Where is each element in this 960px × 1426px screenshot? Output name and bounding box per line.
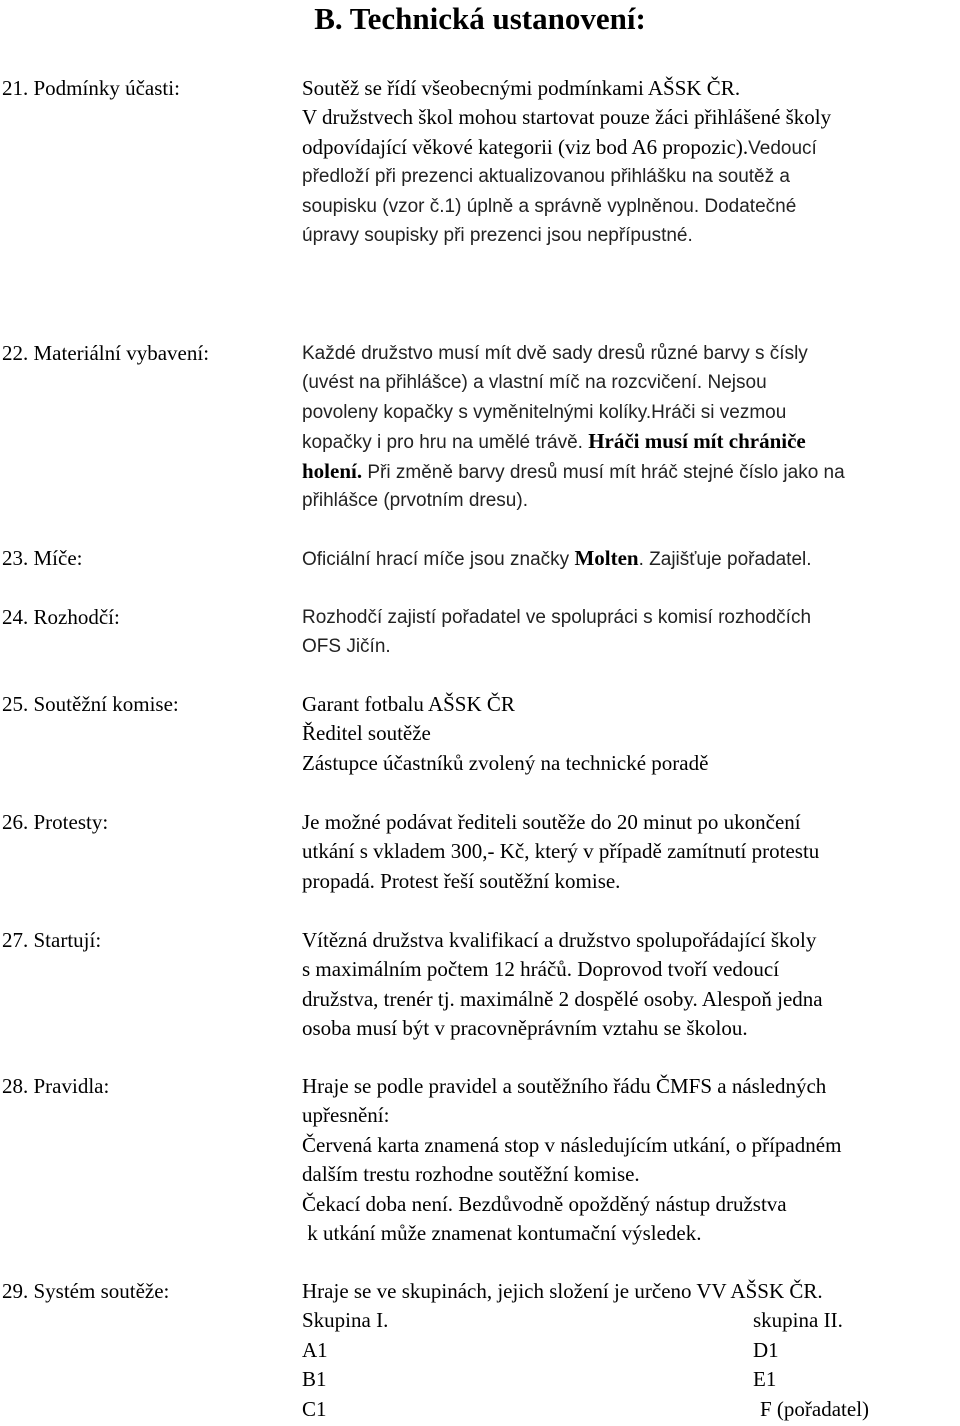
- section-label: 29. Systém soutěže:: [2, 1279, 170, 1303]
- section-label: 22. Materiální vybavení:: [2, 341, 210, 365]
- section-label: 23. Míče:: [2, 546, 83, 570]
- text-line: V družstvech škol mohou startovat pouze žáci přihlášené školy: [302, 105, 832, 130]
- text-line: osoba musí být v pracovněprávním vztahu se školou.: [302, 1016, 748, 1041]
- group-team: E1: [753, 1367, 777, 1392]
- text-line: předloží při prezenci aktualizovanou přihlášku na soutěž a: [302, 166, 790, 188]
- text-line: Hraje se ve skupinách, jejich složení je určeno VV AŠSK ČR.: [302, 1279, 823, 1303]
- section-content: [302, 926, 958, 1044]
- section-label: 24. Rozhodčí:: [2, 605, 120, 629]
- text-line: Vítězná družstva kvalifikací a družstvo spolupořádající školy: [302, 928, 817, 952]
- group-1: [302, 1306, 388, 1424]
- text-segment: kopačky i pro hru na umělé trávě.: [302, 432, 589, 454]
- section-content: [302, 690, 958, 778]
- text-line: přihlášce (prvotním dresu).: [302, 489, 528, 511]
- text-line: úpravy soupisky při prezenci jsou nepřípustné.: [302, 224, 693, 246]
- text-line: družstva, trenér tj. maximálně 2 dospělé osoby. Alespoň jedna: [302, 986, 823, 1011]
- group-team: B1: [302, 1367, 327, 1392]
- section-label: 27. Startují:: [2, 928, 102, 952]
- text-segment-bold: Molten: [574, 546, 639, 570]
- text-line: Ředitel soutěže: [302, 721, 431, 746]
- group-header: skupina II.: [753, 1308, 843, 1333]
- group-team: F (pořadatel): [760, 1396, 870, 1421]
- group-team: D1: [753, 1337, 779, 1362]
- text-segment: Při změně barvy dresů musí mít hráč stejné číslo jako na: [362, 461, 845, 483]
- text-line: Každé družstvo musí mít dvě sady dresů různé barvy s čísly: [302, 343, 808, 364]
- page-title: B. Technická ustanovení:: [314, 1, 646, 36]
- text-segment-bold: holení.: [302, 458, 363, 483]
- text-line: Soutěž se řídí všeobecnými podmínkami AŠSK ČR.: [302, 76, 741, 100]
- text-line: (uvést na přihlášce) a vlastní míč na rozcvičení. Nejsou: [302, 372, 767, 394]
- text-line: Zástupce účastníků zvolený na technické poradě: [302, 750, 709, 775]
- text-line: Rozhodčí zajistí pořadatel ve spolupráci s komisí rozhodčích: [302, 607, 812, 628]
- text-line: s maximálním počtem 12 hráčů. Doprovod tvoří vedoucí: [302, 957, 780, 982]
- section-content: [302, 603, 958, 662]
- text-line: k utkání může znamenat kontumační výsledek.: [302, 1220, 702, 1245]
- text-line: Hraje se podle pravidel a soutěžního řádu ČMFS a následných: [302, 1074, 827, 1098]
- text-line: dalším trestu rozhodne soutěžní komise.: [302, 1162, 640, 1187]
- section-label: 26. Protesty:: [2, 810, 109, 834]
- text-line: [302, 427, 958, 456]
- text-line: [302, 544, 958, 573]
- text-segment: Vedoucí: [748, 137, 817, 159]
- text-segment: odpovídající věkové kategorii (viz bod A6 propozic).: [302, 134, 749, 159]
- group-header: Skupina I.: [302, 1308, 389, 1333]
- text-line: [302, 457, 958, 486]
- group-2: [753, 1306, 869, 1424]
- text-line: Čekací doba není. Bezdůvodně opožděný nástup družstva: [302, 1191, 787, 1216]
- text-line: [302, 133, 958, 162]
- section-content: [302, 1277, 958, 1306]
- group-team: C1: [302, 1396, 327, 1421]
- section-content: [302, 808, 958, 896]
- text-segment: Oficiální hrací míče jsou značky: [302, 549, 575, 570]
- section-label: 28. Pravidla:: [2, 1074, 110, 1098]
- text-segment-bold: Hráči musí mít chrániče: [588, 429, 806, 454]
- section-content: [302, 339, 958, 515]
- text-line: utkání s vkladem 300,- Kč, který v případě zamítnutí protestu: [302, 839, 820, 864]
- text-line: Garant fotbalu AŠSK ČR: [302, 692, 515, 716]
- text-line: Je možné podávat řediteli soutěže do 20 minut po ukončení: [302, 810, 801, 834]
- text-line: Červená karta znamená stop v následujícím utkání, o případném: [302, 1132, 842, 1157]
- section-content: [302, 1072, 958, 1248]
- text-line: soupisku (vzor č.1) úplně a správně vyplněnou. Dodatečné: [302, 195, 797, 217]
- group-team: A1: [302, 1337, 328, 1362]
- text-segment: . Zajišťuje pořadatel.: [638, 549, 812, 570]
- section-label: 21. Podmínky účasti:: [2, 76, 180, 100]
- section-content: [302, 74, 958, 250]
- text-line: povoleny kopačky s vyměnitelnými kolíky.Hráči si vezmou: [302, 401, 787, 423]
- section-label: 25. Soutěžní komise:: [2, 692, 179, 716]
- text-line: upřesnění:: [302, 1103, 390, 1128]
- text-line: propadá. Protest řeší soutěžní komise.: [302, 868, 621, 893]
- section-content: [302, 544, 958, 573]
- text-line: OFS Jičín.: [302, 636, 391, 658]
